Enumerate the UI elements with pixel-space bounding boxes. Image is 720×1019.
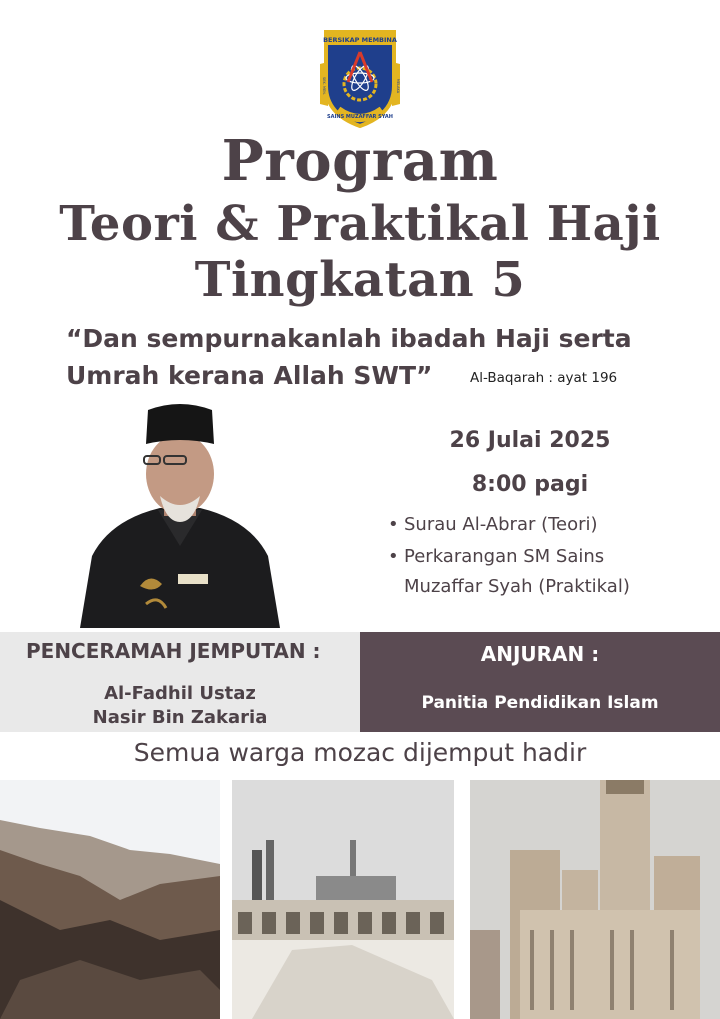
school-crest-logo xyxy=(316,26,404,130)
organizer-heading: ANJURAN : xyxy=(480,642,600,666)
venue-practical-text: Perkarangan SM Sains xyxy=(404,546,605,567)
quote-line-2: Umrah kerana Allah SWT” xyxy=(66,361,433,390)
venue-practical xyxy=(388,546,604,567)
speaker-heading: PENCERAMAH JEMPUTAN : xyxy=(26,639,321,663)
svg-text:MELAKA: MELAKA xyxy=(396,78,400,94)
svg-text:BERSIKAP MEMBINA: BERSIKAP MEMBINA xyxy=(323,36,397,44)
masjid-photo xyxy=(232,780,454,1019)
svg-text:SAINS MUZAFFAR SYAH: SAINS MUZAFFAR SYAH xyxy=(327,114,393,120)
organizer-name: Panitia Pendidikan Islam xyxy=(421,693,659,713)
clock-tower-photo xyxy=(470,780,720,1019)
title-main: Teori & Praktikal Haji xyxy=(59,196,661,252)
bullet: • xyxy=(388,546,399,567)
mountain-photo xyxy=(0,780,220,1019)
invitation-text: Semua warga mozac dijemput hadir xyxy=(133,738,587,767)
title-program: Program xyxy=(221,128,499,194)
venue-theory-text: Surau Al-Abrar (Teori) xyxy=(404,514,598,535)
speaker-name-line-1: Al-Fadhil Ustaz xyxy=(104,683,256,704)
speaker-name-line-2: Nasir Bin Zakaria xyxy=(92,707,268,728)
svg-text:SEK. MEN.: SEK. MEN. xyxy=(322,77,326,95)
event-time: 8:00 pagi xyxy=(471,472,589,497)
quote-line-1: “Dan sempurnakanlah ibadah Haji serta xyxy=(66,324,632,353)
bullet: • xyxy=(388,514,399,535)
venue-theory xyxy=(388,514,598,535)
title-form-level: Tingkatan 5 xyxy=(194,252,526,308)
event-date: 26 Julai 2025 xyxy=(449,428,611,453)
speaker-photo xyxy=(80,396,280,628)
venue-practical-line-2: Muzaffar Syah (Praktikal) xyxy=(404,576,630,597)
quote-reference: Al-Baqarah : ayat 196 xyxy=(470,370,618,386)
